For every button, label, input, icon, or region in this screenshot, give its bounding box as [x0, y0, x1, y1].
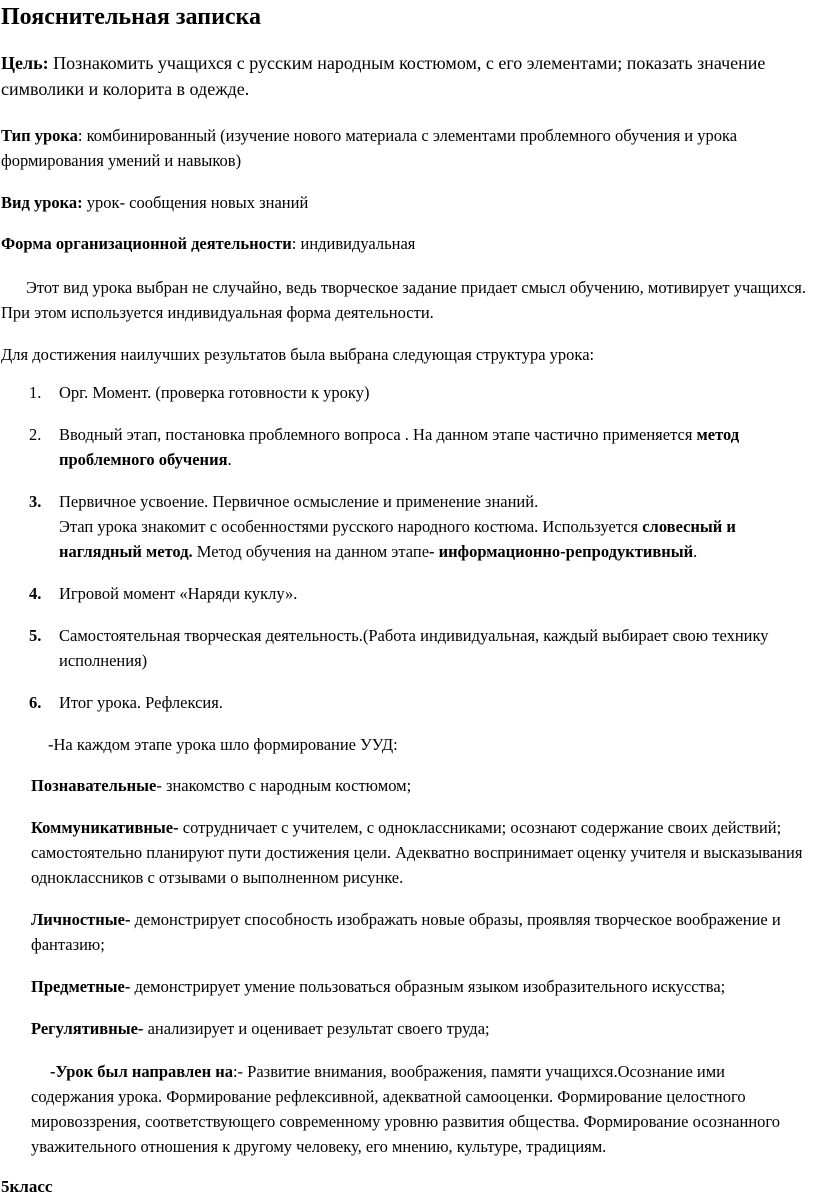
- list-item: [1, 690, 806, 715]
- uud-intro: -На каждом этапе урока шло формирование УУД:: [48, 735, 398, 754]
- uud-text: демонстрирует умение пользоваться образным языком изобразительного искусства;: [130, 977, 726, 996]
- list-item-text: Этап урока знакомит с особенностями русского народного костюма. Используется: [59, 517, 643, 536]
- list-item-emphasis: словесный и наглядный метод.: [59, 517, 736, 561]
- uud-subject: [1, 974, 806, 999]
- lesson-kind: [1, 190, 806, 215]
- lesson-type-label: Тип урока: [1, 126, 78, 145]
- lesson-kind-label: Вид урока:: [1, 193, 83, 212]
- list-item-text: Метод обучения на данном этапе: [192, 542, 430, 561]
- list-item-text: Итог урока. Рефлексия.: [59, 693, 223, 712]
- lesson-type-text: : комбинированный (изучение нового материала с элементами проблемного обучения и урока формирования умений и навыков): [1, 126, 738, 170]
- uud-personal: [1, 907, 806, 957]
- uud-label: Познавательные: [31, 776, 157, 795]
- lesson-focus-text: :- Развитие внимания, воображения, памяти учащихся.Осознание ими содержания урока. Формирование рефлексивной, адекватной самооценки. Формирование целостного мировоззрения, соответствующего современному уровню развития общества. Формирование осознанного уважительного отношения к другому человеку, его мнению, культуре, традициям.: [31, 1062, 781, 1156]
- uud-cognitive: [1, 773, 806, 798]
- list-item-text: Самостоятельная творческая деятельность.(Работа индивидуальная, каждый выбирает свою технику исполнения): [59, 626, 769, 670]
- activity-form: [1, 231, 806, 256]
- lesson-structure-list: [1, 380, 806, 715]
- lesson-focus: [1, 1059, 806, 1159]
- list-item-emphasis: - информационно-репродуктивный: [429, 542, 694, 561]
- list-item-tail: .: [693, 542, 698, 561]
- uud-label: Личностные-: [31, 910, 131, 929]
- grade-heading: 5класс: [1, 1177, 53, 1196]
- uud-regulatory: [1, 1016, 806, 1041]
- uud-text: демонстрирует способность изображать новые образы, проявляя творческое воображение и фантазию;: [31, 910, 781, 954]
- uud-label: Предметные-: [31, 977, 131, 996]
- lesson-goal-label: Цель:: [1, 53, 49, 73]
- list-item: [1, 489, 806, 564]
- list-item-number: 5.: [29, 626, 42, 645]
- lesson-kind-text: урок- сообщения новых знаний: [82, 193, 309, 212]
- activity-form-label: Форма организационной деятельности: [1, 234, 292, 253]
- uud-text: - знакомство с народным костюмом;: [156, 776, 412, 795]
- list-item-number: 1.: [29, 383, 42, 402]
- list-item-number: 6.: [29, 693, 42, 712]
- lesson-explanation: Этот вид урока выбран не случайно, ведь творческое задание придает смысл обучению, мотивирует учащихся. При этом используется индивидуальная форма деятельности.: [1, 278, 806, 322]
- list-item-emphasis: метод проблемного обучения: [59, 425, 740, 469]
- lesson-type: [1, 123, 806, 173]
- list-item-text: Первичное усвоение. Первичное осмысление и применение знаний.: [59, 492, 539, 511]
- list-item-number: 2.: [29, 425, 42, 444]
- lesson-goal-text: Познакомить учащихся с русским народным костюмом, с его элементами; показать значение символики и колорита в одежде.: [1, 53, 766, 99]
- uud-label: Регулятивные-: [31, 1019, 144, 1038]
- list-item-text: Орг. Момент. (проверка готовности к уроку): [59, 383, 370, 402]
- uud-label: Коммуникативные-: [31, 818, 179, 837]
- list-item-tail: .: [227, 450, 232, 469]
- list-item: [1, 581, 806, 606]
- uud-text: анализирует и оценивает результат своего труда;: [143, 1019, 490, 1038]
- list-item-number: 4.: [29, 584, 42, 603]
- list-item: [1, 380, 806, 405]
- list-item: [1, 422, 806, 472]
- document-title: Пояснительная записка: [1, 4, 262, 30]
- list-item-text: Игровой момент «Наряди куклу».: [59, 584, 298, 603]
- list-item-number: 3.: [29, 492, 42, 511]
- lesson-goal: [1, 50, 806, 102]
- lesson-focus-label: -Урок был направлен на: [50, 1062, 233, 1081]
- uud-text: сотрудничает с учителем, с одноклассниками; осознают содержание своих действий; самостоятельно планируют пути достижения цели. Адекватно воспринимает оценку учителя и высказывания одноклассников с отзывами о выполненном рисунке.: [31, 818, 803, 887]
- list-item-text: Вводный этап, постановка проблемного вопроса . На данном этапе частично применяется: [59, 425, 697, 444]
- activity-form-text: : индивидуальная: [291, 234, 416, 253]
- list-item: [1, 623, 806, 673]
- structure-intro: Для достижения наилучших результатов была выбрана следующая структура урока:: [1, 345, 595, 364]
- uud-communicative: [1, 815, 806, 890]
